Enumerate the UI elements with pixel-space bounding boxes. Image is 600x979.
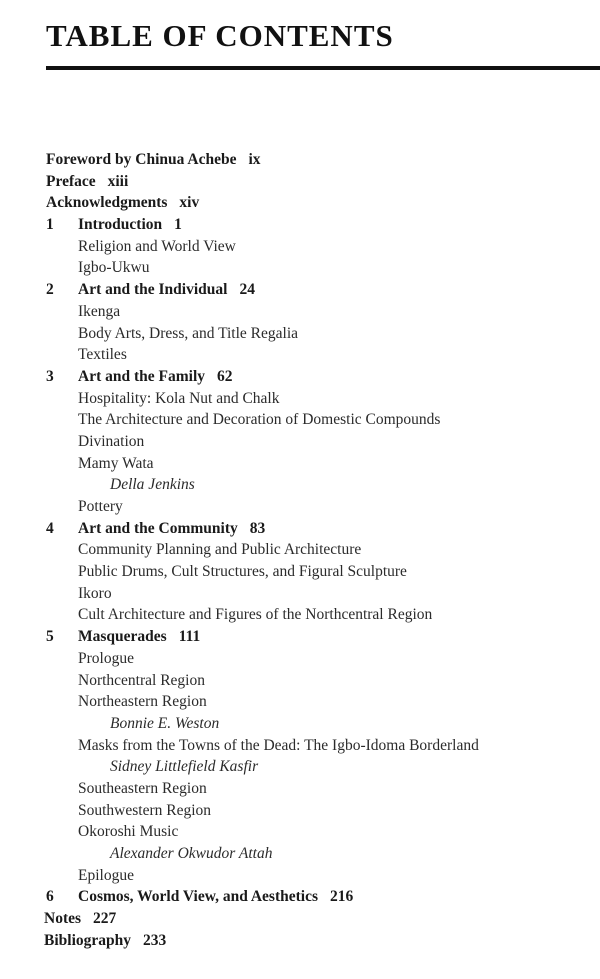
page-number: 24 bbox=[239, 281, 255, 299]
contributor-name: Della Jenkins bbox=[110, 476, 195, 494]
toc-chapter-row bbox=[0, 366, 600, 388]
chapter-number: 2 bbox=[46, 281, 54, 299]
page-number: 83 bbox=[249, 519, 266, 537]
toc-section-row bbox=[0, 691, 600, 713]
toc-section-row bbox=[0, 865, 600, 887]
toc-section-row bbox=[0, 670, 600, 692]
page-number: 233 bbox=[143, 931, 167, 949]
toc-section-row bbox=[0, 409, 600, 431]
toc-chapter-row bbox=[0, 626, 600, 648]
page-number: 62 bbox=[217, 367, 233, 385]
page-number: 111 bbox=[178, 628, 201, 646]
toc-section-row bbox=[0, 301, 600, 323]
toc-front-row bbox=[0, 149, 600, 171]
entry-title: Textiles bbox=[78, 346, 127, 364]
entry-title: Bibliography bbox=[44, 931, 131, 949]
toc-section-row bbox=[0, 778, 600, 800]
entry-title: Cosmos, World View, and Aesthetics bbox=[78, 888, 318, 906]
entry-title: Cult Architecture and Figures of the Northcentral Region bbox=[78, 606, 433, 624]
entry-title: Art and the Family bbox=[78, 367, 206, 385]
contributor-name: Sidney Littlefield Kasfir bbox=[110, 758, 259, 776]
toc-author-row bbox=[0, 474, 600, 496]
entry-title: Art and the Individual bbox=[78, 281, 228, 299]
contributor-name: Alexander Okwudor Attah bbox=[110, 845, 273, 862]
page-number: xiv bbox=[179, 194, 200, 212]
entry-title: Prologue bbox=[78, 649, 134, 667]
entry-title: Hospitality: Kola Nut and Chalk bbox=[78, 389, 280, 407]
toc-section-row bbox=[0, 388, 600, 410]
page-number: ix bbox=[248, 151, 261, 168]
toc-back-row bbox=[0, 930, 600, 952]
chapter-number: 5 bbox=[46, 628, 54, 646]
toc-chapter-row bbox=[0, 886, 600, 908]
entry-title: Northeastern Region bbox=[78, 693, 207, 711]
contributor-name: Bonnie E. Weston bbox=[110, 714, 220, 732]
entry-title: Introduction bbox=[78, 216, 163, 234]
title-rule bbox=[46, 66, 600, 70]
chapter-number: 1 bbox=[46, 216, 54, 234]
toc-section-row bbox=[0, 735, 600, 757]
entry-title: Masks from the Towns of the Dead: The Igbo-Idoma Borderland bbox=[78, 736, 479, 754]
entry-title: Masquerades bbox=[78, 628, 167, 646]
toc-section-row bbox=[0, 539, 600, 561]
entry-title: Igbo-Ukwu bbox=[78, 259, 150, 277]
toc-section-row bbox=[0, 561, 600, 583]
toc-back-row bbox=[0, 908, 600, 930]
toc-section-row bbox=[0, 604, 600, 626]
entry-title: Notes bbox=[44, 910, 82, 928]
entry-title: Southeastern Region bbox=[78, 779, 207, 797]
toc-chapter-row bbox=[0, 279, 600, 301]
toc-author-row bbox=[0, 713, 600, 735]
toc-front-row bbox=[0, 192, 600, 214]
entry-title: Foreword by Chinua Achebe bbox=[46, 151, 237, 168]
entry-title: Body Arts, Dress, and Title Regalia bbox=[78, 324, 299, 342]
page-number: xiii bbox=[107, 172, 129, 190]
chapter-number: 3 bbox=[46, 367, 54, 385]
toc-section-row bbox=[0, 648, 600, 670]
toc-author-row bbox=[0, 843, 600, 865]
page-title: TABLE OF CONTENTS bbox=[46, 18, 394, 53]
toc-section-row bbox=[0, 453, 600, 475]
toc-section-row bbox=[0, 496, 600, 518]
entry-title: Preface bbox=[46, 172, 96, 190]
toc-front-row bbox=[0, 171, 600, 193]
toc-chapter-row bbox=[0, 214, 600, 236]
entry-title: Mamy Wata bbox=[78, 454, 154, 472]
page-number: 216 bbox=[330, 888, 354, 906]
entry-title: Ikoro bbox=[78, 584, 112, 602]
toc-chapter-row bbox=[0, 518, 600, 540]
toc-section-row bbox=[0, 257, 600, 279]
toc-section-row bbox=[0, 323, 600, 345]
entry-title: The Architecture and Decoration of Domestic Compounds bbox=[78, 411, 441, 429]
page-number: 227 bbox=[93, 910, 117, 928]
chapter-number: 4 bbox=[46, 519, 54, 537]
entry-title: Ikenga bbox=[78, 302, 121, 320]
page-number: 1 bbox=[174, 216, 182, 234]
toc-section-row bbox=[0, 236, 600, 258]
entry-title: Art and the Community bbox=[78, 519, 238, 537]
entry-title: Acknowledgments bbox=[46, 194, 168, 212]
toc-section-row bbox=[0, 821, 600, 843]
toc-section-row bbox=[0, 583, 600, 605]
entry-title: Epilogue bbox=[78, 866, 134, 884]
toc-section-row bbox=[0, 344, 600, 366]
entry-title: Southwestern Region bbox=[78, 801, 212, 819]
toc-list bbox=[0, 149, 600, 951]
toc-author-row bbox=[0, 756, 600, 778]
entry-title: Northcentral Region bbox=[78, 671, 205, 689]
entry-title: Divination bbox=[78, 432, 145, 450]
entry-title: Religion and World View bbox=[78, 237, 236, 255]
toc-section-row bbox=[0, 431, 600, 453]
entry-title: Public Drums, Cult Structures, and Figural Sculpture bbox=[78, 563, 407, 581]
chapter-number: 6 bbox=[46, 888, 54, 906]
entry-title: Okoroshi Music bbox=[78, 823, 179, 841]
entry-title: Community Planning and Public Architecture bbox=[78, 541, 362, 559]
toc-section-row bbox=[0, 800, 600, 822]
entry-title: Pottery bbox=[78, 498, 123, 515]
